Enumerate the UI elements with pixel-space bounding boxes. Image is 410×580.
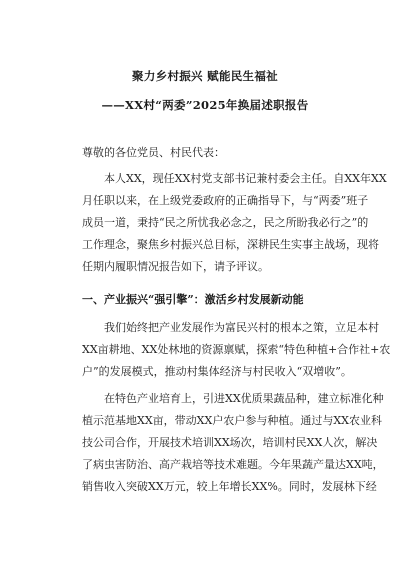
paragraph-line: 本人XX，现任XX村党支部书记兼村委会主任。自XX年XX [104,172,387,185]
paragraph-line: 植示范基地XX亩，带动XX户农户参与种植。通过与XX农业科 [82,414,382,427]
paragraph-line: 任期内履职情况报告如下，请予评议。 [82,260,269,273]
paragraph-line: XX亩耕地、XX处林地的资源禀赋，探索“特色种植+合作社+农 [82,343,391,356]
salutation: 尊敬的各位党员、村民代表： [82,146,225,159]
paragraph-line: 成员一道，秉持“民之所忧我必念之，民之所盼我必行之”的 [82,216,369,229]
section-heading: 一、产业振兴“强引擎”：激活乡村发展新动能 [82,293,304,306]
paragraph-line: 技公司合作，开展技术培训XX场次，培训村民XX人次，解决 [82,436,378,449]
paragraph-line: 工作理念，聚焦乡村振兴总目标，深耕民生实事主战场，现将 [82,238,379,251]
paragraph-line: 月任职以来，在上级党委政府的正确指导下，与“两委”班子 [82,194,369,207]
document-subtitle: ——XX村“两委”2025年换届述职报告 [101,98,309,112]
paragraph-line: 销售收入突破XX万元，较上年增长XX%。同时，发展林下经 [82,480,377,493]
paragraph-line: 在特色产业培育上，引进XX优质果蔬品种，建立标准化种 [104,392,384,405]
paragraph-line: 户”的发展模式，推动村集体经济与村民收入“双增收”。 [82,365,352,378]
paragraph-line: 了病虫害防治、高产栽培等技术难题。今年果蔬产量达XX吨， [82,458,384,471]
paragraph-line: 我们始终把产业发展作为富民兴村的根本之策，立足本村 [104,321,379,334]
document-title: 聚力乡村振兴 赋能民生福祉 [132,69,278,83]
